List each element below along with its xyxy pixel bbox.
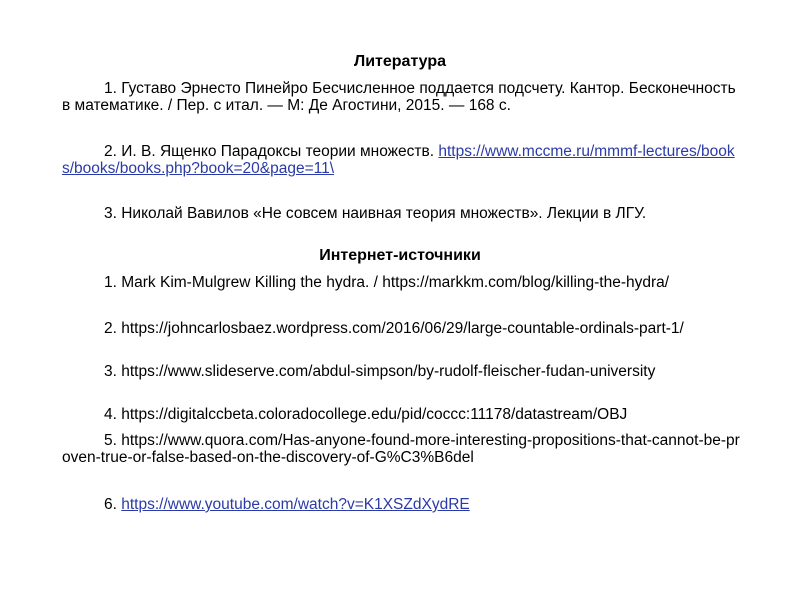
internet-item-6 [62,496,742,513]
item-text: 1. Mark Kim-Mulgrew Killing the hydra. / https://markkm.com/blog/killing-the-hydra/ [104,274,670,291]
literature-item-1 [62,80,742,114]
item-text: 5. https://www.quora.com/Has-anyone-found-more-interesting-propositions-that-cannot-be-proven-true-or-false-based-on-the-discovery-of-G%C3%B6del [62,432,740,466]
internet-sources-heading: Интернет-источники [319,247,481,264]
literature-item-3 [62,205,742,222]
internet-item-2 [62,320,742,337]
literature-item-2 [62,143,742,177]
internet-item-4 [62,406,742,423]
internet-item-1 [62,274,742,291]
item-text: 2. И. В. Ященко Парадоксы теории множеств. [104,143,439,160]
youtube-link[interactable]: https://www.youtube.com/watch?v=K1XSZdXydRE [121,496,470,513]
internet-item-3 [62,363,742,380]
item-text: 2. https://johncarlosbaez.wordpress.com/2016/06/29/large-countable-ordinals-part-1/ [104,320,684,337]
item-text: 1. Густаво Эрнесто Пинейро Бесчисленное поддается подсчету. Кантор. Бесконечность в математике. / Пер. с итал. — М: Де Агостини, 2015. — 168 с. [62,80,736,114]
item-text: 3. https://www.slideserve.com/abdul-simpson/by-rudolf-fleischer-fudan-university [104,363,656,380]
literature-heading: Литература [353,53,447,70]
item-text: 4. https://digitalccbeta.coloradocollege.edu/pid/coccc:11178/datastream/OBJ [104,406,628,423]
internet-item-5 [62,432,742,466]
item-text: 3. Николай Вавилов «Не совсем наивная теория множеств». Лекции в ЛГУ. [104,205,647,222]
item-text: 6. [104,496,122,513]
mccme-link[interactable]: https://www.mccme.ru/mmmf-lectures/books/books/books.php?book=20&page=11\ [62,143,735,177]
